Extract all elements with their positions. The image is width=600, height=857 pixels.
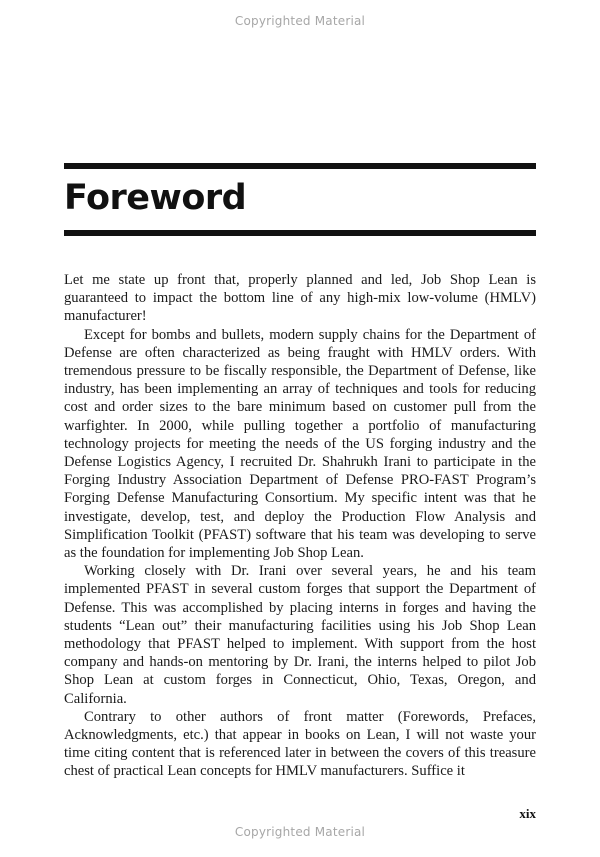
page-number: xix (519, 806, 536, 821)
watermark-top: Copyrighted Material (234, 14, 366, 28)
watermark-bottom: Copyrighted Material (234, 825, 366, 839)
title-rule-top (64, 163, 536, 169)
paragraph-4: Contrary to other authors of front matter (Forewords, Prefaces, Acknowledgments, etc.) that appear in books on Lean, I will not waste your time citing content that is referenced later in between the covers of this treasure chest of practical Lean concepts for HMLV manufacturers. Suffice it (64, 708, 536, 780)
paragraph-3: Working closely with Dr. Irani over several years, he and his team implemented PFAST in several custom forges that support the Department of Defense. This was accomplished by placing interns in forges and having the students “Lean out” their manufacturing facilities using his Job Shop Lean methodology that PFAST helped to implement. With support from the host company and hands-on mentoring by Dr. Irani, the interns helped to pilot Job Shop Lean at custom forges in Connecticut, Ohio, Texas, Oregon, and California. (64, 563, 536, 707)
paragraph-1: Let me state up front that, properly planned and led, Job Shop Lean is guaranteed to impact the bottom line of any high-mix low-volume (HMLV) manufacturer! (64, 272, 536, 325)
body-text (64, 271, 536, 781)
title-rule-bottom (64, 230, 536, 236)
chapter-title: Foreword (64, 178, 247, 218)
paragraph-2: Except for bombs and bullets, modern supply chains for the Department of Defense are often characterized as being fraught with HMLV orders. With tremendous pressure to be fiscally responsible, the Department of Defense, like industry, has been implementing an array of techniques and tools for reducing cost and order sizes to the bare minimum based on customer pull from the warfighter. In 2000, while pulling together a portfolio of manufacturing technology projects for meeting the needs of the US forging industry and the Defense Logistics Agency, I recruited Dr. Shahrukh Irani to participate in the Forging Industry Association Department of Defense PRO-FAST Program’s Forging Defense Manufacturing Consortium. My specific intent was that he investigate, develop, test, and deploy the Production Flow Analysis and Simplification Toolkit (PFAST) software that his team was developing to serve as the foundation for implementing Job Shop Lean. (64, 326, 536, 562)
